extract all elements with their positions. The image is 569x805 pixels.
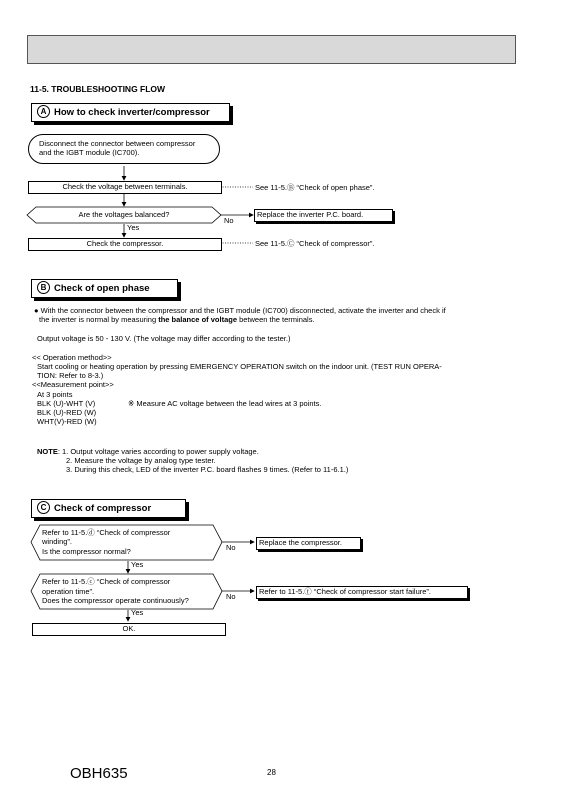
section-c-title-box [31,499,186,518]
note-line1 [37,447,259,456]
dec1-yes-label: Yes [131,560,144,569]
section-a-badge: A [37,105,50,118]
b-para-bold: the balance of voltage [158,315,237,324]
ok-text: OK. [122,624,136,633]
no-label-a: No [224,216,234,225]
section-b-title-box [31,279,178,298]
section-a-title-box [31,103,230,122]
dec1-line3: Is the compressor normal? [42,547,131,556]
section-b-badge: B [37,281,50,294]
model-number: OBH635 [70,765,128,782]
measure-note: ※ Measure AC voltage between the lead wires at 3 points. [128,399,322,408]
note-label: NOTE [37,447,58,456]
b-paragraph-line1: ● With the connector between the compressor and the IGBT module (IC700) disconnected, activate the inverter and check if [34,306,446,315]
operation-method-label: << Operation method>> [32,353,112,362]
measurement-point-label: <<Measurement point>> [32,380,114,389]
dec2-line3: Does the compressor operate continuously? [42,596,189,605]
at-points: At 3 points [37,390,73,399]
section-a-title: How to check inverter/compressor [54,107,210,118]
step-check-compressor-text: Check the compressor. [86,239,164,248]
note-line2: 2. Measure the voltage by analog type tester. [66,456,216,465]
action-replace-pcb-text: Replace the inverter P.C. board. [257,210,364,219]
action-replace-compressor-text: Replace the compressor. [259,538,342,547]
b-para-text: the inverter is normal by measuring [39,315,159,324]
pair-2: BLK (U)-RED (W) [37,408,97,417]
note-line3: 3. During this check, LED of the inverter P.C. board flashes 9 times. (Refer to 11-6.1.) [66,465,349,474]
dec2-line2: operation time”. [42,587,95,596]
action-start-failure-text: Refer to 11-5.ⓕ “Check of compressor start failure”. [259,587,432,596]
yes-label-a: Yes [127,223,140,232]
start-terminal [28,134,220,164]
note-1: : 1. Output voltage varies according to power supply voltage. [57,447,259,456]
step-check-voltage [28,181,222,194]
section-heading: 11-5. TROUBLESHOOTING FLOW [30,84,166,94]
dec2-yes-label: Yes [131,608,144,617]
dec1-line2: winding”. [42,537,73,546]
action-replace-pcb [254,209,393,222]
operation-method-line1: Start cooling or heating operation by pressing EMERGENCY OPERATION switch on the indoor unit. (TEST RUN OPERA- [37,362,442,371]
operation-method-line2: TION: Refer to 8-3.) [37,371,104,380]
step-check-compressor [28,238,222,251]
section-b-title: Check of open phase [54,283,150,294]
section-c-badge: C [37,501,50,514]
section-c-title: Check of compressor [54,503,152,514]
dec2-no-label: No [226,592,236,601]
decision-voltages-text: Are the voltages balanced? [78,210,170,219]
action-replace-compressor [256,537,361,550]
step1-reference: See 11-5.Ⓑ “Check of open phase”. [255,183,375,192]
step-check-voltage-text: Check the voltage between terminals. [62,182,188,191]
step2-reference: See 11-5.Ⓒ “Check of compressor”. [255,239,375,248]
dec1-no-label: No [226,543,236,552]
page-number: 28 [267,768,276,777]
output-voltage: Output voltage is 50 - 130 V. (The voltage may differ according to the tester.) [37,334,291,343]
start-text: Disconnect the connector between compressor and the IGBT module (IC700). [39,139,196,157]
ok-box [32,623,226,636]
b-paragraph-line2 [39,315,315,324]
pair-3: WHT(V)-RED (W) [37,417,97,426]
dec1-line1: Refer to 11-5.ⓓ “Check of compressor [42,528,171,537]
pair-1: BLK (U)-WHT (V) [37,399,96,408]
b-para-tail: between the terminals. [237,315,315,324]
action-start-failure [256,586,468,599]
dec2-line1: Refer to 11-5.ⓒ “Check of compressor [42,577,171,586]
